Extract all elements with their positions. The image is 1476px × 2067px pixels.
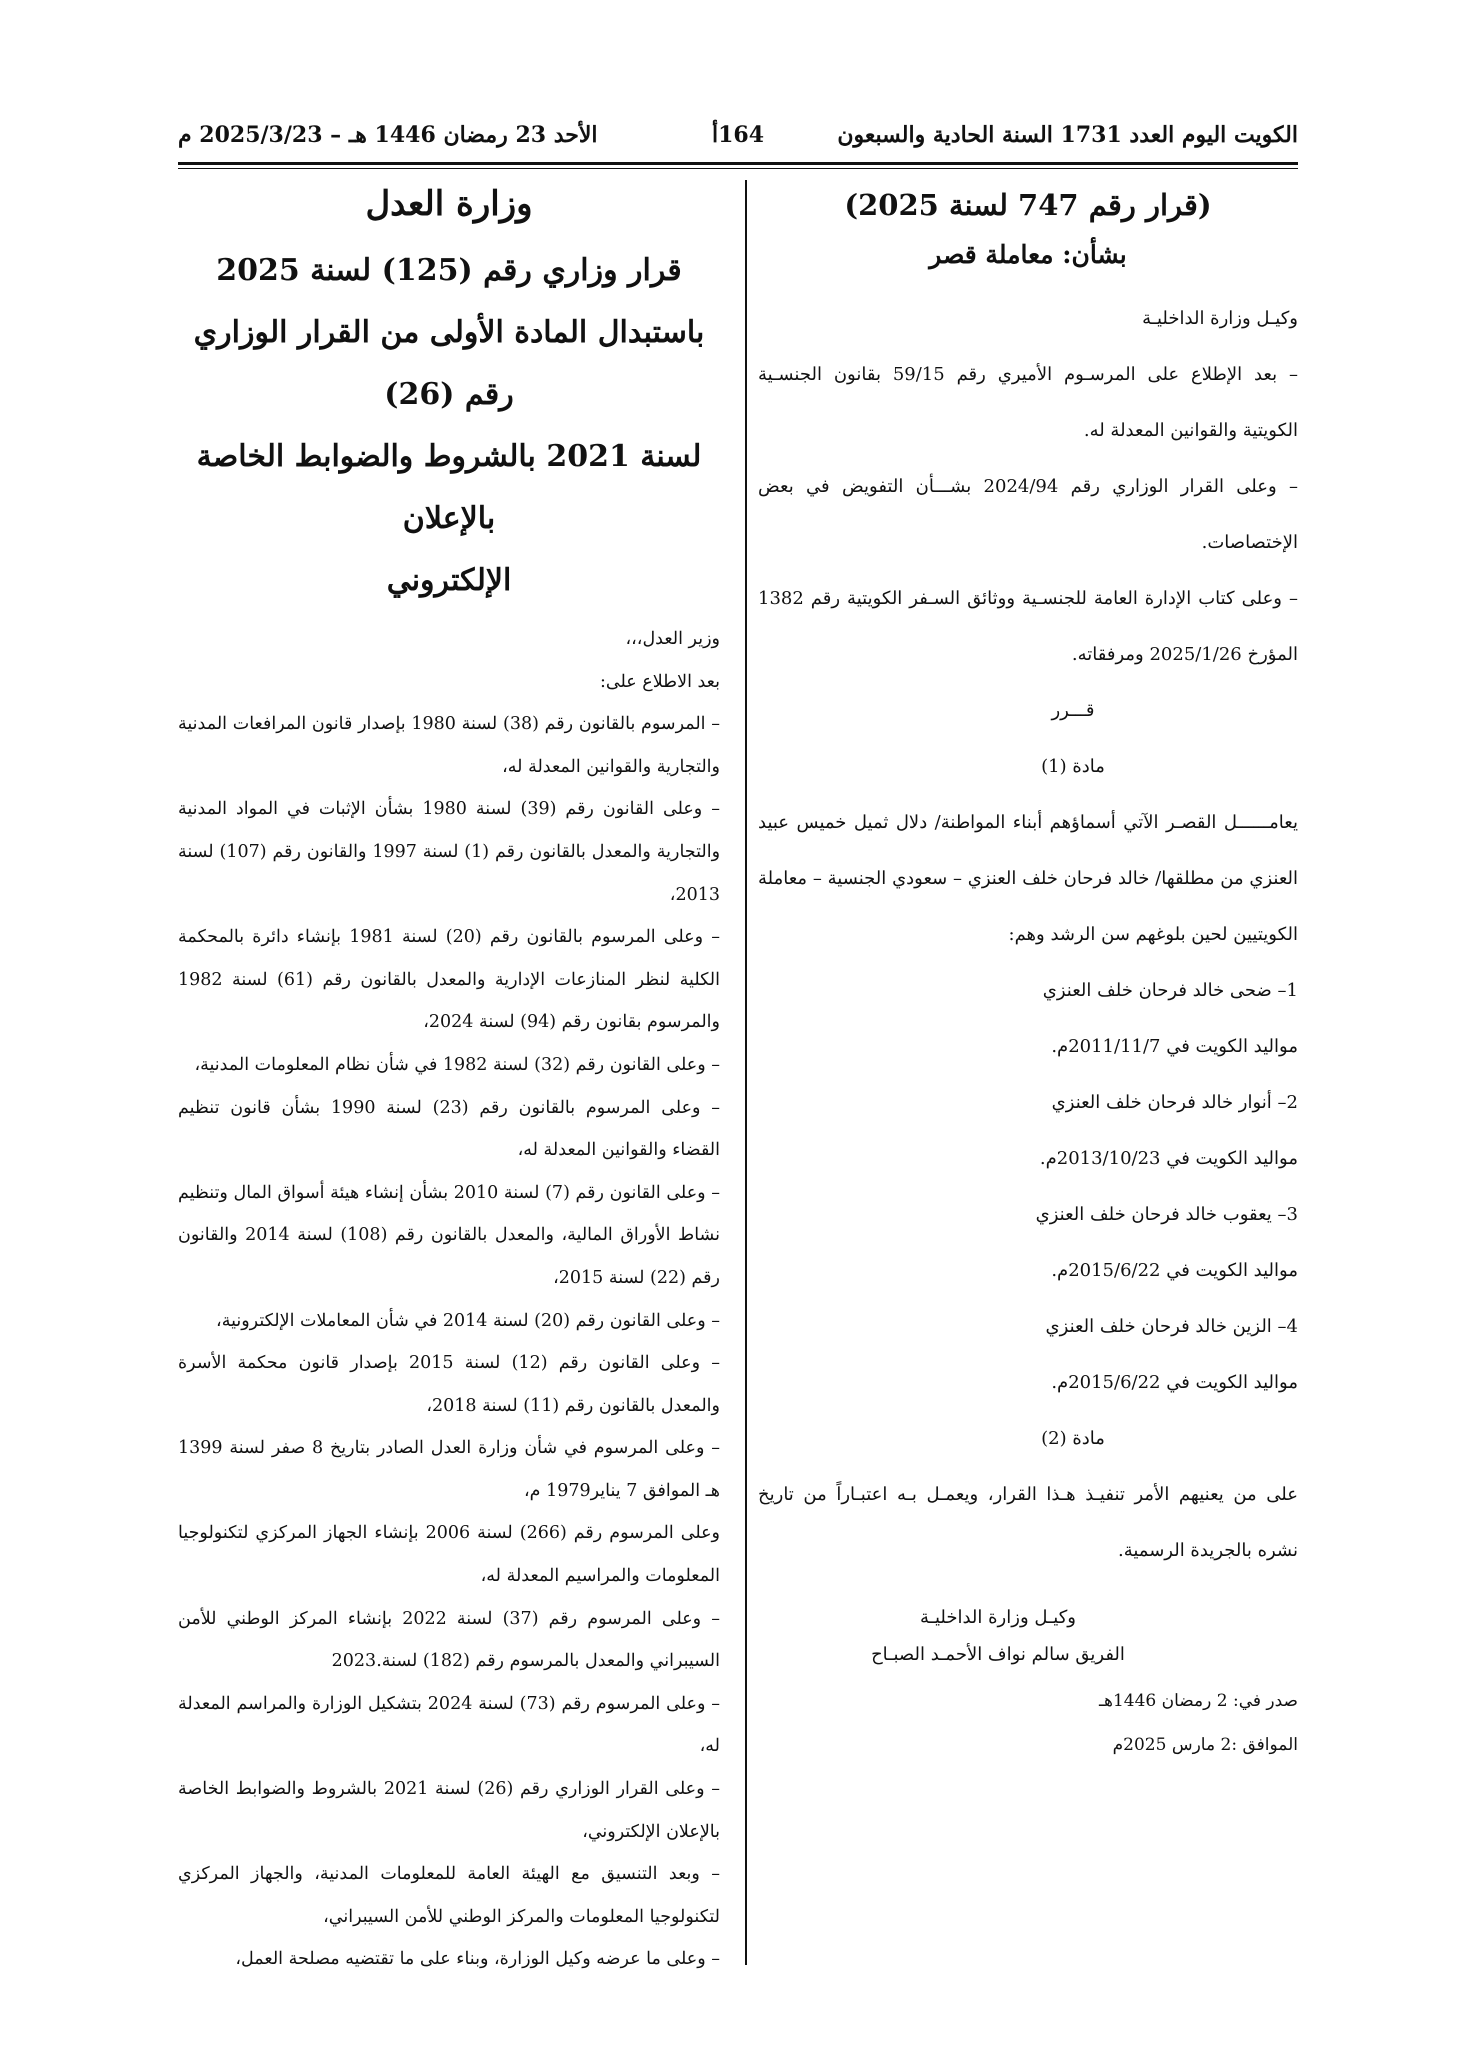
justice-subject-line: لسنة 2021 بالشروط والضوابط الخاصة بالإعلان <box>196 439 702 536</box>
corresponding-date: الموافق :2 مارس 2025م <box>1112 1735 1298 1755</box>
decision-747-decided: قـــرر <box>1051 700 1095 721</box>
justice-decision-column <box>178 180 720 1981</box>
justice-recital: – وعلى المرسوم بالقانون رقم (20) لسنة 1981 بإنشاء دائرة بالمحكمة الكلية لنظر المنازعات الإدارية والمعدل بالقانون رقم (61) لسنة 1982 والمرسوم بقانون رقم (94) لسنة 2024، <box>178 927 720 1033</box>
decision-747-issuer: وكيـل وزارة الداخليـة <box>1142 308 1298 329</box>
justice-recital: – وعلى القانون رقم (39) لسنة 1980 بشأن الإثبات في المواد المدنية والتجارية والمعدل بالقانون رقم (1) لسنة 1997 والقانون رقم (107) لسنة 2013، <box>178 799 721 905</box>
justice-decision-title: قرار وزاري رقم (125) لسنة 2025 <box>216 253 682 288</box>
decision-747-recital: – وعلى كتاب الإدارة العامة للجنسـية ووثائق السـفر الكويتية رقم 1382 المؤرخ 2025/1/26 ومرفقاته. <box>758 588 1298 665</box>
decision-747-column <box>758 180 1298 1767</box>
justice-issuer: وزير العدل،،، <box>625 629 720 649</box>
child-name: 3– يعقوب خالد فرحان خلف العنزي <box>1035 1204 1298 1225</box>
justice-recital: – وعلى المرسوم رقم (73) لسنة 2024 بتشكيل الوزارة والمراسم المعدلة له، <box>178 1693 721 1757</box>
header-date: الأحد 23 رمضان 1446 هـ – 2025/3/23 م <box>178 122 598 148</box>
page-header <box>178 118 1298 162</box>
header-rule-thin <box>178 168 1298 169</box>
decision-747-recital: – بعد الإطلاع على المرسـوم الأميري رقم 59/15 بقانون الجنسـية الكويتية والقوانين المعدلة له. <box>758 364 1298 441</box>
child-name: 4– الزين خالد فرحان خلف العنزي <box>1045 1316 1298 1337</box>
child-birth: مواليد الكويت في 2015/6/22م. <box>1051 1372 1298 1393</box>
article-2-text: على من يعنيهم الأمر تنفيـذ هـذا القرار، ويعمـل بـه اعتبـاراً من تاريخ نشره بالجريدة الرسمية. <box>758 1484 1298 1561</box>
issue-dates <box>758 1679 1298 1767</box>
justice-recital: – المرسوم بالقانون رقم (38) لسنة 1980 بإصدار قانون المرافعات المدنية والتجارية والقوانين المعدلة له، <box>178 714 721 777</box>
child-name: 1– ضحى خالد فرحان خلف العنزي <box>1042 980 1298 1001</box>
header-page-number: 164أ <box>711 122 765 148</box>
decision-747-title: (قرار رقم 747 لسنة 2025) <box>844 188 1212 222</box>
justice-recital: – وعلى المرسوم بالقانون رقم (23) لسنة 1990 بشأن قانون تنظيم القضاء والقوانين المعدلة له، <box>178 1097 720 1161</box>
issued-on: صدر في: 2 رمضان 1446هـ <box>1099 1691 1298 1711</box>
child-birth: مواليد الكويت في 2013/10/23م. <box>1039 1148 1298 1169</box>
article-1-text: يعامــــــل القصـر الآتي أسماؤهم أبناء المواطنة/ دلال ثميل خميس عبيد العنزي من مطلقها/ خالد فرحان خلف العنزي – سعودي الجنسية – معاملة الكويتيين لحين بلوغهم سن الرشد وهم: <box>758 812 1298 945</box>
column-divider <box>745 180 747 1965</box>
decision-747-recital: – وعلى القرار الوزاري رقم 2024/94 بشـــأن التفويض في بعض الإختصاصات. <box>758 476 1298 553</box>
justice-recital: – وعلى ما عرضه وكيل الوزارة، وبناء على ما تقتضيه مصلحة العمل، <box>235 1949 720 1970</box>
justice-recital: – وبعد التنسيق مع الهيئة العامة للمعلومات المدنية، والجهاز المركزي لتكنولوجيا المعلومات والمركز الوطني للأمن السيبراني، <box>178 1864 720 1927</box>
justice-after-review: بعد الاطلاع على: <box>600 671 720 692</box>
child-name: 2– أنوار خالد فرحان خلف العنزي <box>1051 1092 1298 1113</box>
justice-recital: – وعلى القانون رقم (12) لسنة 2015 بإصدار قانون محكمة الأسرة والمعدل بالقانون رقم (11) لسنة 2018، <box>178 1353 721 1416</box>
justice-recital: – وعلى المرسوم رقم (37) لسنة 2022 بإنشاء المركز الوطني للأمن السيبراني والمعدل بالمرسوم رقم (182) لسنة.2023 <box>178 1608 721 1672</box>
decision-747-subject: بشأن: معاملة قصر <box>929 240 1127 269</box>
decision-747-body <box>758 291 1298 1579</box>
justice-recital: – وعلى القانون رقم (20) لسنة 2014 في شأن المعاملات الإلكترونية، <box>216 1310 720 1331</box>
header-rule-thick <box>178 162 1298 165</box>
ministry-name: وزارة العدل <box>365 184 533 224</box>
justice-subject-line: باستبدال المادة الأولى من القرار الوزاري رقم (26) <box>193 315 705 412</box>
justice-recital: – وعلى القانون رقم (7) لسنة 2010 بشأن إنشاء هيئة أسواق المال وتنظيم نشاط الأوراق المالية، والمعدل بالقانون رقم (108) لسنة 2014 والقانون رقم (22) لسنة 2015، <box>178 1182 721 1288</box>
justice-recital: – وعلى المرسوم في شأن وزارة العدل الصادر بتاريخ 8 صفر لسنة 1399 هـ الموافق 7 يناير1979 م، <box>178 1438 720 1501</box>
header-issue: الكويت اليوم العدد 1731 السنة الحادية والسبعون <box>837 122 1298 148</box>
child-birth: مواليد الكويت في 2011/11/7م. <box>1051 1036 1298 1057</box>
justice-subject-line: الإلكتروني <box>386 563 512 598</box>
signature-title: وكيـل وزارة الداخليـة <box>920 1607 1076 1628</box>
article-2-heading: مادة (2) <box>1041 1428 1105 1449</box>
justice-body <box>178 618 720 1981</box>
justice-recital: – وعلى القانون رقم (32) لسنة 1982 في شأن نظام المعلومات المدنية، <box>194 1054 720 1075</box>
justice-recital: – وعلى القرار الوزاري رقم (26) لسنة 2021 بالشروط والضوابط الخاصة بالإعلان الإلكتروني، <box>178 1779 721 1842</box>
child-birth: مواليد الكويت في 2015/6/22م. <box>1051 1260 1298 1281</box>
signature-name: الفريق سالم نواف الأحمـد الصبـاح <box>871 1644 1125 1665</box>
justice-recital: وعلى المرسوم رقم (266) لسنة 2006 بإنشاء الجهاز المركزي لتكنولوجيا المعلومات والمراسيم المعدلة له، <box>178 1523 721 1587</box>
article-1-heading: مادة (1) <box>1041 756 1105 777</box>
